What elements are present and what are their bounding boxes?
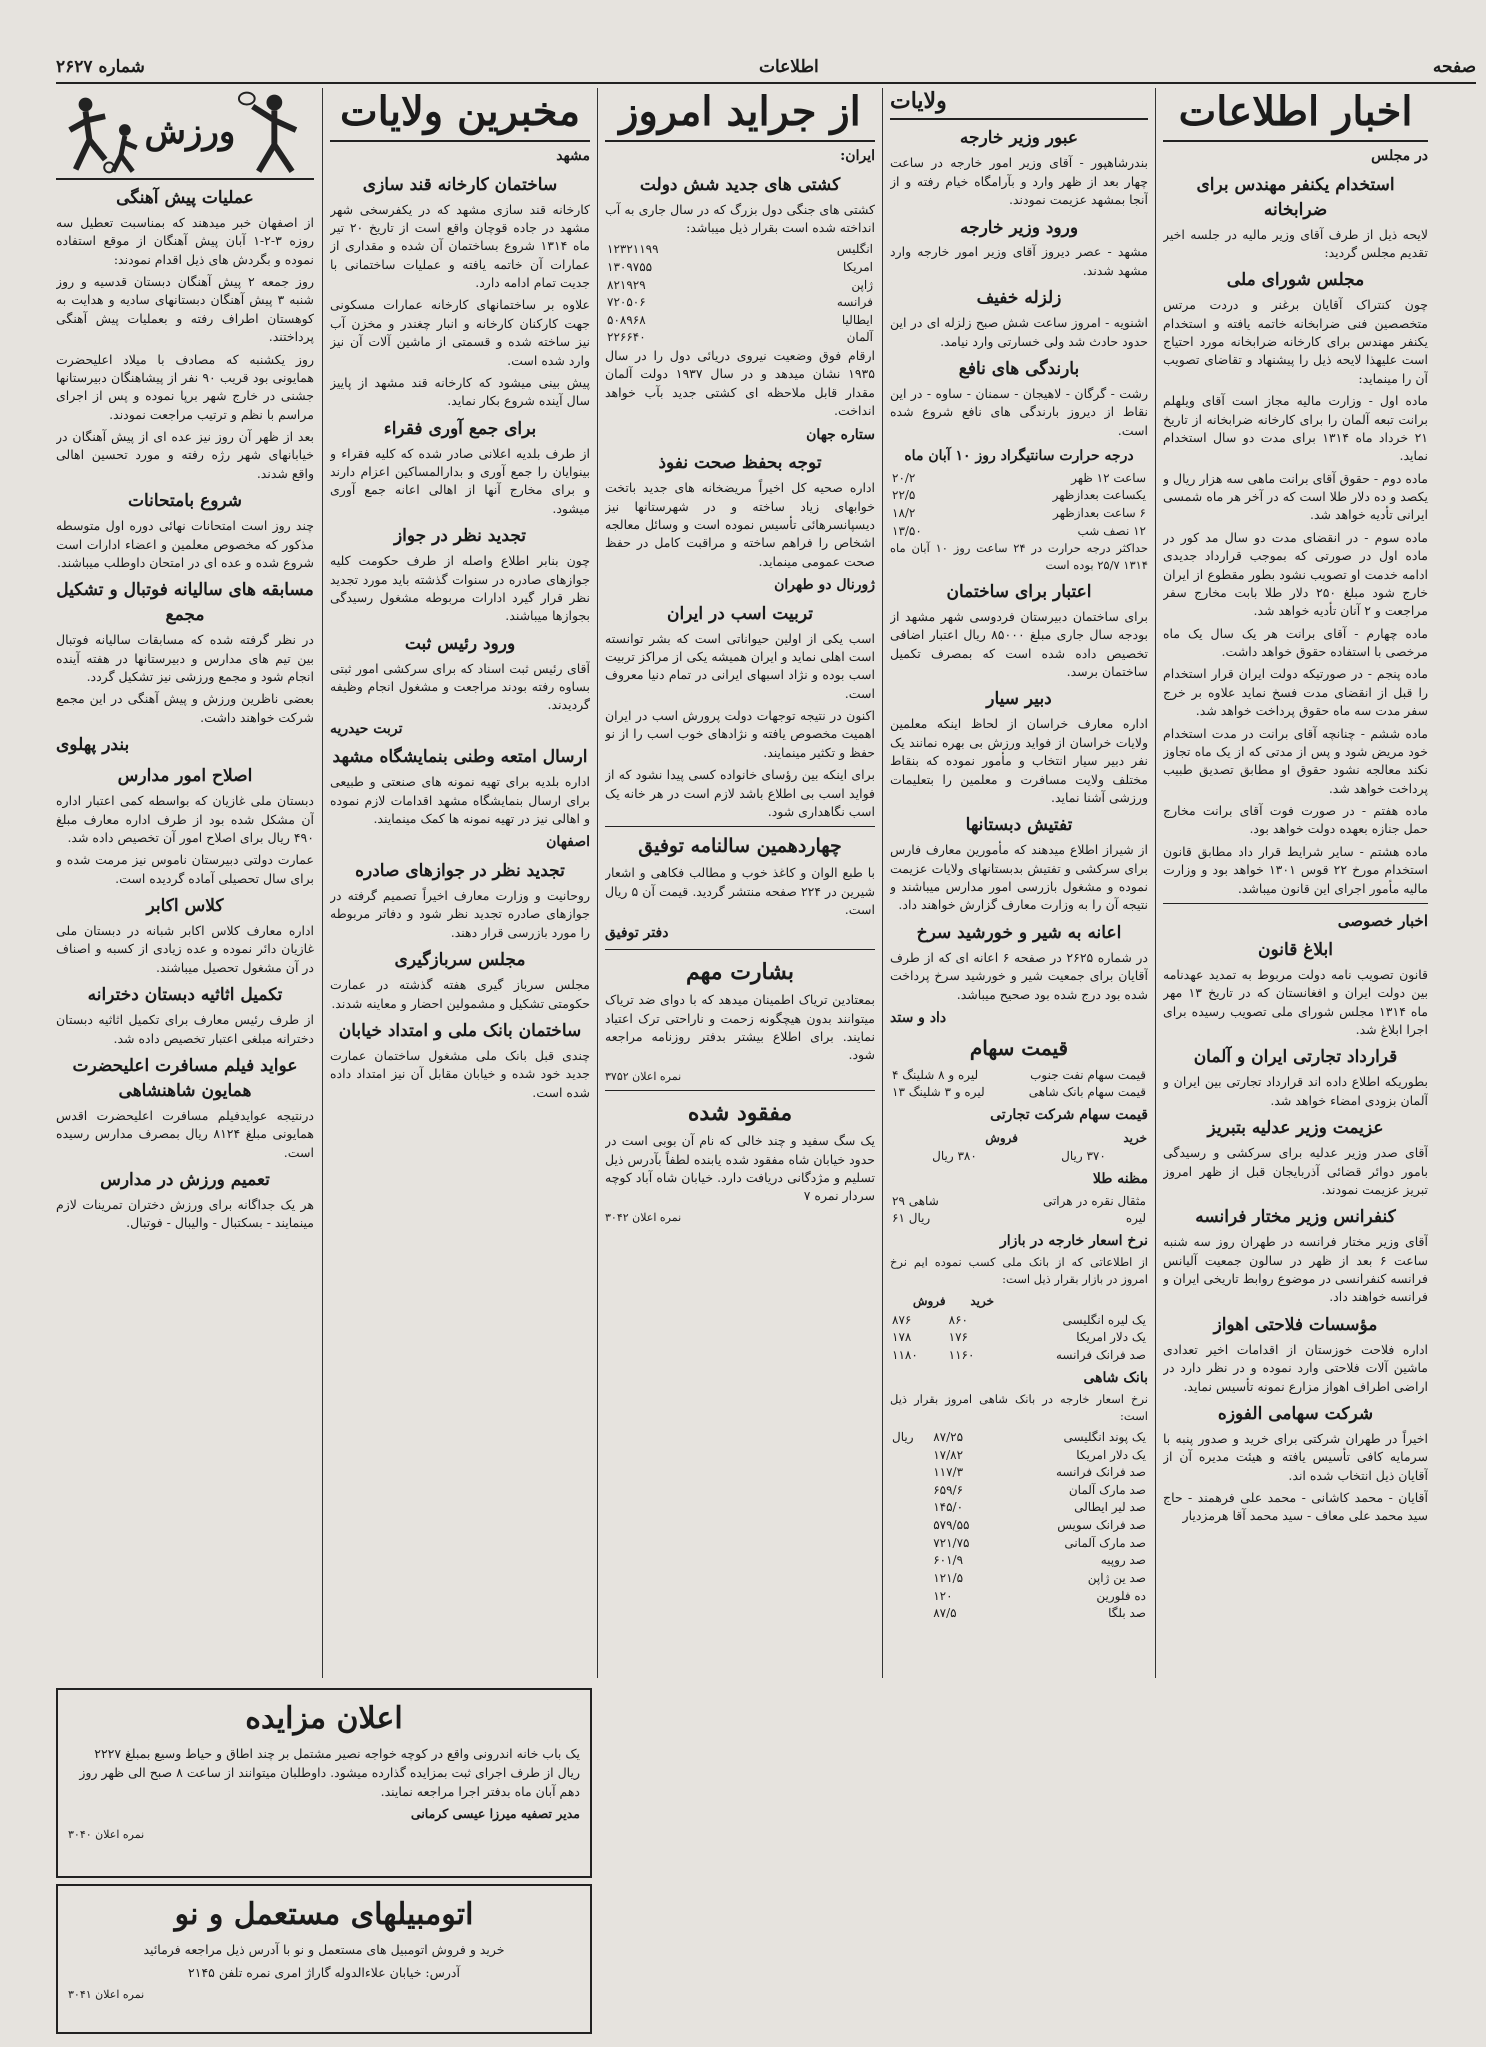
- table-row: [890, 1605, 1148, 1623]
- cell: یک لیره انگلیسی: [1062, 1312, 1146, 1327]
- paragraph: روحانیت و وزارت معارف اخیراً تصمیم گرفته در جوازهای صادره تجدید نظر شود و دفاتر مربوطه را مورد بازرسی قرار دهند.: [330, 888, 590, 940]
- cell: صد بلگا: [1108, 1606, 1146, 1621]
- cell: ۱۲۰: [933, 1588, 953, 1603]
- paragraph: برای اینکه بین رؤسای خانواده کسی پیدا نشود که از فواید اسب بی اطلاع باشد لازم است در هر خانه یک اسب نگاهداری شود.: [605, 767, 875, 819]
- table-row: [890, 1210, 1148, 1228]
- cell: صد ین ژاپن: [1087, 1570, 1146, 1585]
- headline: قرارداد تجارتی ایران و آلمان: [1193, 1047, 1398, 1068]
- table-row: [890, 1312, 1148, 1330]
- paragraph: بندرشاهپور - آقای وزیر امور خارجه در ساعت چهار بعد از ظهر وارد و بآرامگاه خیام رفته و از آنجا بمشهد عزیمت نمودند.: [890, 155, 1148, 208]
- cell: صد فرانک سویس: [1057, 1518, 1146, 1533]
- table-row: [605, 329, 875, 347]
- cell: ۱۱۸۰: [892, 1347, 918, 1362]
- table-row: [890, 1193, 1148, 1211]
- paragraph: اداره صحیه کل اخیراً مریضخانه های جدید باتخت خوابهای زیاد ساخته و در شهرستانها نیز دیسپانسرهائی تأسیس نموده است و وسائل معالجه اشخاص را فراهم ساخته و مراقبت کامل در حفظ صحت عمومی مینماید.: [605, 480, 875, 569]
- section-label: اخبار خصوصی: [1337, 911, 1428, 930]
- paragraph: نرخ اسعار خارجه در بانک شاهی امروز بقرار ذیل است:: [890, 1392, 1148, 1424]
- cell: یک دلار امریکا: [1076, 1447, 1146, 1462]
- headline: عملیات پیش آهنگی: [116, 188, 254, 208]
- paragraph: ماده هفتم - در صورت فوت آقای برانت مخارج حمل جنازه بعهده دولت خواهد بود.: [1163, 803, 1428, 837]
- cell: ۸۷/۵: [933, 1606, 957, 1621]
- cell: صد لیر ایطالی: [1074, 1500, 1146, 1515]
- cell: ده فلورین: [1096, 1588, 1146, 1603]
- paragraph: آقای رئیس ثبت اسناد که برای سرکشی امور ثبتی بساوه رفته بودند مراجعت و مشغول انجام وظیفه گردیدند.: [330, 660, 590, 713]
- cell: فرانسه: [836, 295, 873, 310]
- cell: صد روپیه: [1100, 1553, 1146, 1568]
- table-row: [890, 487, 1148, 505]
- section-label: اصفهان: [546, 834, 590, 851]
- cell: [890, 1499, 931, 1517]
- stock-table: [890, 1067, 1148, 1102]
- cell: [890, 1464, 931, 1482]
- cell: ۶ ساعت بعدازظهر: [1053, 505, 1146, 520]
- paragraph: چند روز است امتحانات نهائی دوره اول متوسطه مذکور که مخصوص معلمین و اعضاء ادارات است شروع شده و عده ای در امتحان داوطلب میباشند.: [56, 518, 314, 570]
- cell: ۸۶۰: [948, 1312, 968, 1327]
- paragraph: ماده هشتم - سایر شرایط قرار داد مطابق قانون استخدام مورخ ۲۲ قوس ۱۳۰۱ خواهد بود و وزارت مالیه مأمور اجرای این قانون میباشد.: [1163, 843, 1428, 896]
- paragraph: از اطلاعاتی که از بانک ملی کسب نموده ایم نرخ امروز در بازار بقرار ذیل است:: [890, 1255, 1148, 1287]
- col-header: فروش: [985, 1130, 1018, 1145]
- headline: زلزله خفیف: [976, 288, 1062, 309]
- cell: صد فرانک فرانسه: [1055, 1347, 1146, 1362]
- cell: ۷۲۰۵۰۶: [607, 295, 646, 310]
- paragraph: اکنون در نتیجه توجهات دولت پرورش اسب در ایران اهمیت مخصوص یافته و نژادهای خوب اسب را از نو حفظ و تکثیر مینمایند.: [605, 708, 875, 760]
- paragraph: روز یکشنبه که مصادف با میلاد اعلیحضرت همایونی بود قریب ۹۰ نفر از پیشاهنگان دبیرستانها جشنی در خارج شهر برپا نموده و پس از اجرای مراسم با نظم و ترتیب مراجعت نمودند.: [56, 351, 314, 422]
- cell: لیره: [1125, 1211, 1146, 1226]
- headline: ارسال امتعه وطنی بنمایشگاه مشهد: [332, 747, 588, 768]
- table-row: [605, 312, 875, 330]
- headline: عزیمت وزیر عدلیه بتبریز: [1207, 1118, 1384, 1139]
- paragraph: اشنویه - امروز ساعت شش صبح زلزله ای در این حدود حادث شد ولی خسارتی وارد نیامد.: [890, 315, 1148, 349]
- cell: ۲۲۶۶۴۰: [607, 330, 646, 345]
- table-row: [890, 1447, 1148, 1465]
- paragraph: چون بنابر اطلاع واصله از طرف حکومت کلیه جوازهای صادره در سنوات گذشته باید مورد تجدید نظر قرار گیرد ادارات مربوطه مشغول رسیدگی بجوازها میباشند.: [330, 553, 590, 624]
- paragraph: در نظر گرفته شده که مسابقات سالیانه فوتبال بین تیم های مدارس و دبیرستانها در هفته آینده انجام شود و مجمع ورزشی نیز تشکیل گردد.: [56, 632, 314, 685]
- cell: ۵۰۸۹۶۸: [607, 312, 646, 327]
- paragraph: چندی قبل بانک ملی مشغول ساختمان عمارت جدید خود شده و خیابان مقابل آن نیز امتداد داده شده است.: [330, 1047, 590, 1100]
- col-header: خرید: [1123, 1130, 1147, 1145]
- paragraph: چون کنتراک آقایان برغنر و دردت مرتس متخصصین فنی ضرابخانه خاتمه یافته و استخدام یکنفر مهندس برای کارخانه ضرابخانه مورد احتیاج است علیهذا لایحه ذیل را پیشنهاد و تقاضای تصویب آن را مینماید:: [1163, 297, 1428, 386]
- headline: مفقود شده: [687, 1099, 793, 1126]
- table-row: [890, 1347, 1148, 1365]
- col-header: خرید: [970, 1294, 995, 1309]
- headline: ساختمان بانک ملی و امتداد خیابان: [338, 1020, 582, 1041]
- paragraph: برای ساختمان دبیرستان فردوسی شهر مشهد از بودجه سال جاری مبلغ ۸۵۰۰۰ ریال اعتبار اضافی تخصیص داده شده است که بمصرف تکمیل ساختمان برسد.: [890, 608, 1148, 680]
- paragraph: از اصفهان خبر میدهند که بمناسبت تعطیل سه روزه ۳-۲-۱ آبان پیش آهنگان از موقع استفاده نموده و بگردش های ذیل اقدام نمودند:: [56, 214, 314, 267]
- divider: [605, 949, 875, 950]
- section-label: بندر پهلوی: [56, 735, 130, 756]
- cell: ۳۸۰ ریال: [932, 1149, 977, 1164]
- column-title: اخبار اطلاعات: [1163, 88, 1428, 142]
- bank-table: [890, 1429, 1148, 1623]
- cell: [890, 1605, 931, 1623]
- column-title: مخبرین ولایات: [330, 88, 590, 142]
- cell: قیمت سهام بانک شاهی: [1028, 1085, 1146, 1100]
- cell: ۱۸/۲: [892, 505, 916, 520]
- cell: ۲۹ شاهی: [892, 1193, 939, 1208]
- ad-number: نمره اعلان ۳۰۴۲: [605, 1210, 682, 1224]
- cell: ۱۳/۵۰: [892, 523, 922, 538]
- cell: [890, 1517, 931, 1535]
- headline: کنفرانس وزیر مختار فرانسه: [1195, 1207, 1396, 1228]
- cell: ۱۲ نصف شب: [1077, 523, 1146, 538]
- sports-title: ورزش: [144, 112, 236, 153]
- cell: [890, 1482, 931, 1500]
- headline: عواید فیلم مسافرت اعلیحضرت همایون شاهنشاهی: [72, 1055, 298, 1101]
- headline: شروع بامتحانات: [127, 491, 243, 512]
- paragraph: از شیراز اطلاع میدهند که مأمورین معارف فارس برای سرکشی و تفتیش بدبستانهای ولایات عزیمت نموده و مشغول بازرسی امور مدارس میباشند و نتیجه آن را به وزارت معارف گزارش خواهند داد.: [890, 842, 1148, 913]
- paragraph: در شماره ۲۶۲۵ در صفحه ۶ اعانه ای که از طرف آقایان برای جمعیت شیر و خورشید سرخ پرداخت شده بود درج شده بود صحیح میباشد.: [890, 949, 1148, 1002]
- section-label: داد و ستد: [890, 1009, 947, 1026]
- col-header: فروش: [912, 1294, 946, 1309]
- paragraph: از طرف رئیس معارف برای تکمیل اثاثیه دبستان دخترانه مبلغی اعتبار تخصیص داده شد.: [56, 1012, 314, 1046]
- cell: ۴ لیره و ۸ شلینگ: [892, 1067, 979, 1082]
- headline: کشتی های جدید شش دولت: [639, 174, 841, 195]
- column-news-majlis: [1163, 88, 1428, 2038]
- cell: صد مارک آلمان: [1068, 1482, 1146, 1497]
- headline: مظنه طلا: [1092, 1170, 1148, 1187]
- cell: یکساعت بعدازظهر: [1052, 488, 1146, 503]
- masthead: [56, 52, 1476, 84]
- paragraph: اداره بلدیه برای تهیه نمونه های صنعتی و طبیعی برای ارسال بنمایشگاه مشهد اقدامات لازم نموده و اهالی نیز در تهیه نمونه ها کمک مینمایند.: [330, 774, 590, 827]
- cell: ۷۲۱/۷۵: [933, 1535, 970, 1550]
- cell: ۸۲۱۹۲۹: [607, 277, 646, 292]
- cell: ۱۷/۸۲: [933, 1447, 964, 1462]
- table-row: [890, 1482, 1148, 1500]
- ad-number: نمره اعلان ۳۰۴۰: [68, 1828, 145, 1841]
- paragraph: مشهد - عصر دیروز آقای وزیر امور خارجه وارد مشهد شدند.: [890, 244, 1148, 278]
- headline: ورود رئیس ثبت: [404, 633, 516, 654]
- cell: [890, 1552, 931, 1570]
- cell: ۵۷۹/۵۵: [933, 1518, 970, 1533]
- paragraph: روز جمعه ۲ پیش آهنگان دبستان قدسیه و روز شنبه ۳ پیش آهنگان دبستانهای سادیه و هدایت به کوهستان اطراف رفته و بعملیات پیش آهنگی پرداختند.: [56, 274, 314, 345]
- paragraph: اداره معارف خراسان از لحاظ اینکه معلمین ولایات خراسان از فواید ورزش بی بهره نمانند یک نفر دبیر سیار انتخاب و مأمور نموده که بنقاط مختلف ولایت مسافرت و معلمین را بتعلیمات ورزشی آشنا نماید.: [890, 716, 1148, 805]
- fx-table: [890, 1292, 1148, 1365]
- cell: صد مارک آلمانی: [1064, 1535, 1146, 1550]
- table-row: [605, 277, 875, 295]
- table-row: [890, 1329, 1148, 1347]
- trade-table: [890, 1129, 1148, 1166]
- paragraph: مجلس سرباز گیری هفته گذشته در عمارت حکومتی تشکیل و مشمولین احضار و معاینه شدند.: [330, 977, 590, 1011]
- column-correspondents: [330, 88, 590, 1678]
- table-row: [605, 294, 875, 312]
- cell: ژاپن: [851, 277, 873, 292]
- page-label: صفحه: [1432, 57, 1476, 77]
- cell: ایطالیا: [841, 312, 873, 327]
- cell: مثقال نقره در هراتی: [1042, 1193, 1146, 1208]
- paragraph: بطوریکه اطلاع داده اند قرارداد تجارتی بین ایران و آلمان بزودی امضاء خواهد شد.: [1163, 1074, 1428, 1108]
- cell: ۱۷۸: [892, 1330, 912, 1345]
- headline: بشارت مهم: [685, 958, 794, 985]
- paragraph: اخیراً در طهران شرکتی برای خرید و صدور پنبه با سرمایه کافی تأسیس یافته و هیئت مدیره آن از آقایان ذیل انتخاب شده اند.: [1163, 1430, 1428, 1483]
- ad-body: یک باب خانه اندرونی واقع در کوچه خواجه نصیر مشتمل بر چند اطاق و حیاط وسیع بمبلغ ۲۲۲۷ ریال از طرف اجرای ثبت بمزایده گذارده میشود. داوطلبان میتوانند از ساعت ۸ صبح الی ظهر روز دهم آبان ماه بدفتر اجرا مراجعه نمایند.: [79, 1746, 580, 1799]
- paragraph: علاوه بر ساختمانهای کارخانه عمارات مسکونی جهت کارکنان کارخانه و انبار چغندر و مخزن آب نیز ساخته شده و قسمتی از ماشین آلات آن نیز وارد شده است.: [330, 297, 590, 368]
- column-press-review: [605, 88, 875, 2038]
- column-title: از جراید امروز: [605, 88, 875, 142]
- paragraph: آقای وزیر مختار فرانسه در طهران روز سه شنبه ساعت ۶ بعد از ظهر در سالون جمعیت آلیانس فرانسه کنفرانسی در موضوع روابط تاریخی ایران و فرانسه خواهند داد.: [1163, 1234, 1428, 1305]
- headline: تجدید نظر در جوازهای صادره: [355, 861, 565, 882]
- column-rule: [322, 88, 323, 1678]
- headline: ساختمان کارخانه قند سازی: [362, 174, 558, 195]
- paragraph: اسب یکی از اولین حیواناتی است که بشر توانسته است اهلی نماید و ایران همیشه یکی از مراکز تربیت اسب بوده و نژاد اسبهای ایرانی در تمام دنیا معروف است.: [605, 630, 875, 701]
- headline: تعمیم ورزش در مدارس: [100, 1169, 270, 1190]
- headline: اعانه به شیر و خورشید سرخ: [916, 922, 1122, 943]
- headline: تفتیش دبستانها: [965, 815, 1073, 836]
- ad-number: نمره اعلان ۳۰۴۱: [68, 1987, 145, 2001]
- table-row: [890, 1067, 1148, 1085]
- headline: مؤسسات فلاحتی اهواز: [1213, 1314, 1378, 1335]
- headline: تربیت اسب در ایران: [667, 603, 813, 624]
- ad-address: آدرس: خیابان علاءالدوله گاراژ امری نمره تلفن ۲۱۴۵: [188, 1964, 460, 1980]
- ad-signature: مدیر تصفیه میرزا عیسی کرمانی: [410, 1806, 580, 1822]
- paragraph: دبستان ملی غازیان که بواسطه کمی اعتبار اداره آن مشکل شده بود از طرف اداره معارف مبلغ ۴۹۰ ریال برای اصلاح امور آن تخصیص داده شد.: [56, 793, 314, 845]
- headline: استخدام یکنفر مهندس برای ضرابخانه: [1196, 174, 1395, 220]
- cell: ساعت ۱۲ ظهر: [1071, 470, 1146, 485]
- sports-banner: [56, 88, 314, 180]
- cell: یک پوند انگلیسی: [1063, 1429, 1146, 1444]
- cell: ۶۱ ریال: [892, 1211, 931, 1226]
- ad-title: اعلان مزایده: [245, 1701, 403, 1736]
- headline: چهاردهمین سالنامه توفیق: [638, 835, 842, 858]
- paragraph: ماده اول - وزارت مالیه مجاز است آقای ویلهلم برانت تبعه آلمان را برای کارخانه ضرابخانه از تاریخ ۲۱ خرداد ماه ۱۳۱۴ برای مدت دو سال استخدام نماید.: [1163, 393, 1428, 464]
- divider: [605, 826, 875, 827]
- headline: ابلاغ قانون: [1258, 939, 1333, 960]
- cell: ۱۲۱/۵: [933, 1570, 964, 1585]
- section-label: ایران:: [840, 148, 875, 164]
- cell: آلمان: [846, 330, 873, 345]
- table-row: [890, 1464, 1148, 1482]
- column-rule: [882, 88, 883, 1678]
- ad-body: خرید و فروش اتومبیل های مستعمل و نو با آدرس ذیل مراجعه فرمائید: [143, 1942, 505, 1957]
- cell: قیمت سهام نفت جنوب: [1030, 1067, 1146, 1082]
- tennis-player-icon: [235, 90, 314, 176]
- paragraph: پیش بینی میشود که کارخانه قند مشهد از پاییز سال آینده شروع بکار نماید.: [330, 374, 590, 409]
- column-title: ولایات: [890, 88, 1148, 120]
- headline: قیمت سهام: [969, 1036, 1069, 1061]
- headline: تکمیل اثاثیه دبستان دخترانه: [87, 985, 283, 1006]
- cell: [890, 1588, 931, 1606]
- paragraph: ماده پنجم - در صورتیکه دولت ایران قرار استخدام را قبل از انقضای مدت فسخ نماید علاوه بر خرج سفر مدت سه ماه حقوق پرداخت خواهد شد.: [1163, 666, 1428, 719]
- section-label: ستاره جهان: [806, 426, 875, 443]
- paragraph: اداره معارف کلاس اکابر شبانه در دبستان ملی غازیان دائر نموده و عده زیادی از کسبه و اصناف در آن مشغول تحصیل میباشند.: [56, 923, 314, 975]
- headline: اصلاح امور مدارس: [117, 766, 253, 787]
- paragraph: حداکثر درجه حرارت در ۲۴ ساعت روز ۱۰ آبان ماه ۱۳۱۴ ۲۵/۷ بوده است: [890, 541, 1148, 573]
- paragraph: بعضی ناظرین ورزش و پیش آهنگی در این مجمع شرکت خواهند داشت.: [56, 691, 314, 725]
- headline: بانک شاهی: [1083, 1369, 1148, 1386]
- cars-ad: [56, 1884, 592, 2034]
- temperature-table: [890, 470, 1148, 541]
- cell: [890, 1535, 931, 1553]
- paragraph: بعد از ظهر آن روز نیز عده ای از پیش آهنگان در خیابانهای شهر رژه رفته و مورد تحسین اهالی واقع شدند.: [56, 429, 314, 481]
- table-row: [890, 1588, 1148, 1606]
- paragraph: هر یک جداگانه برای ورزش دختران تمرینات لازم مینمایند - بسکتبال - والیبال - فوتبال.: [56, 1196, 314, 1231]
- table-row: [890, 1429, 1148, 1447]
- paragraph: ماده سوم - در انقضای مدت دو سال مد کور در ماده اول در صورتی که بموجب قرارداد جدیدی ادامه خدمت او تصویب نشود بطور مقطوع از ایران خارج شود مبلغ ۲۵۰ دلار طلا بابت مخارج سفر مراجعت و ۲ آنان تأدیه خواهد شد.: [1163, 529, 1428, 619]
- headline: توجه بحفظ صحت نفوذ: [658, 453, 822, 474]
- headline: بارندگی های نافع: [958, 358, 1080, 379]
- cell: ۱۲۳۲۱۱۹۹: [607, 242, 659, 257]
- cell: [890, 1570, 931, 1588]
- paragraph: آقای صدر وزیر عدلیه برای سرکشی و رسیدگی بامور دوائر قضائی آذربایجان قبل از ظهر امروز تبریز عزیمت نمودند.: [1163, 1145, 1428, 1197]
- signature: دفتر توفیق: [605, 925, 669, 942]
- column-rule: [597, 88, 598, 1678]
- football-players-icon: [56, 90, 145, 176]
- headline: شرکت سهامی الفوزه: [1217, 1403, 1374, 1424]
- section-label: تربت حیدریه: [330, 720, 403, 737]
- cell: ۲۰/۲: [892, 470, 916, 485]
- ad-title: اتومبیلهای مستعمل و نو: [174, 1897, 474, 1932]
- paragraph: اداره فلاحت خوزستان از اقدامات اخیر تعدادی ماشین آلات فلاحتی وارد نموده و در نظر دارد در اراضی اطراف اهواز مزارع نمونه تأسیس نماید.: [1163, 1341, 1428, 1394]
- cell: صد فرانک فرانسه: [1055, 1465, 1146, 1480]
- ad-number: نمره اعلان ۳۷۵۲: [605, 1069, 682, 1083]
- headline: قیمت سهام شرکت تجارتی: [990, 1107, 1148, 1124]
- table-row: [890, 470, 1148, 488]
- table-row: [890, 1570, 1148, 1588]
- paragraph: ماده ششم - چنانچه آقای برانت در مدت استخدام خود مریض شود و پس از مدتی که از یک ماه تجاوز نکند معالجه نشود حقوق او مطابق تصدیق طبیب پرداخت خواهد شد.: [1163, 725, 1428, 796]
- cell: ۱۱۷/۳: [933, 1465, 964, 1480]
- paragraph: قانون تصویب نامه دولت مربوط به تمدید عهدنامه بین دولت ایران و افغانستان که در تاریخ ۱۳ مهر ماه ۱۳۱۴ مجلس شورای ملی تصویب رسیده برای اجرا ابلاغ شد.: [1163, 966, 1428, 1038]
- paragraph: کارخانه قند سازی مشهد که در یکفرسخی شهر مشهد در جاده قوچان واقع است از تاریخ ۲۰ تیر ماه ۱۳۱۴ شروع بساختمان آن شده و مقداری از عمارات آن خاتمه یافته و عملیات ساختمانی با جدیت تمام ادامه دارد.: [330, 201, 590, 291]
- table-row: [890, 1084, 1148, 1102]
- paragraph: یک سگ سفید و چند خالی که نام آن بوبی است در حدود خیابان شاه مفقود شده یابنده لطفاً بآدرس ذیل تسلیم و مژدگانی دریافت دارد. خیابان شاه آباد کوچه سردار نمره ۷: [605, 1133, 875, 1204]
- cell: ۱۳ لیره و ۳ شلینگ: [892, 1085, 985, 1100]
- cell: امریکا: [842, 259, 873, 274]
- headline: مسابقه های سالیانه فوتبال و تشکیل مجمع: [56, 580, 314, 626]
- cell: [890, 1447, 931, 1465]
- ships-table: [605, 241, 875, 347]
- section-label: مشهد: [556, 148, 590, 164]
- table-row: [890, 505, 1148, 523]
- table-row: [890, 1535, 1148, 1553]
- cell: ۱۳۰۹۷۵۵: [607, 259, 653, 274]
- cell: انگلیس: [836, 242, 873, 257]
- paragraph: ارقام فوق وضعیت نیروی دریائی دول را در سال ۱۹۳۵ نشان میدهد و در سال ۱۹۳۷ دولت آلمان مقدار قابل ملاحظه ای کشتی جدید بآب خواهد انداخت.: [605, 348, 875, 419]
- auction-ad: [56, 1688, 592, 1878]
- cell: ۳۷۰ ریال: [1061, 1149, 1106, 1164]
- paragraph: درنتیجه عوایدفیلم مسافرت اعلیحضرت اقدس همایونی مبلغ ۸۱۲۴ ریال بمصرف مدارس رسیده است.: [56, 1107, 314, 1160]
- headline: تجدید نظر در جواز: [393, 526, 527, 547]
- table-row: [890, 1517, 1148, 1535]
- headline: اعتبار برای ساختمان: [946, 581, 1092, 602]
- cell: ۸۷/۲۵: [933, 1429, 964, 1444]
- paragraph: عمارت دولتی دبیرستان ناموس نیز مرمت شده و برای سال تحصیلی آماده گردیده است.: [56, 852, 314, 886]
- headline: مجلس سربازگیری: [394, 950, 526, 971]
- headline: نرخ اسعار خارجه در بازار: [1000, 1232, 1148, 1249]
- paragraph: رشت - گرگان - لاهیجان - سمنان - ساوه - در این نقاط از دیروز بارندگی های نافع شروع شده است.: [890, 385, 1148, 438]
- cell: ریال: [892, 1429, 914, 1444]
- column-sports: [56, 88, 314, 1678]
- cell: ۶۰۱/۹: [933, 1553, 964, 1568]
- headline: درجه حرارت سانتیگراد روز ۱۰ آبان ماه: [904, 448, 1134, 465]
- column-rule: [1155, 88, 1156, 1678]
- cell: ۲۲/۵: [892, 488, 916, 503]
- gold-table: [890, 1193, 1148, 1228]
- table-row: [890, 1552, 1148, 1570]
- paragraph: ماده دوم - حقوق آقای برانت ماهی سه هزار ریال و یکصد و ده دلار طلا است که در آخر هر ماه شمسی ایرانی تأدیه خواهد شد.: [1163, 470, 1428, 523]
- table-row: [890, 1499, 1148, 1517]
- column-provinces: [890, 88, 1148, 2038]
- headline: مجلس شورای ملی: [1226, 270, 1365, 291]
- section-label: در مجلس: [1371, 148, 1428, 164]
- cell: ۱۴۵/۰: [933, 1500, 964, 1515]
- headline: عبور وزیر خارجه: [959, 128, 1079, 149]
- paragraph: لایحه ذیل از طرف آقای وزیر مالیه در جلسه اخیر تقدیم مجلس گردید:: [1163, 226, 1428, 260]
- cell: ۸۷۶: [892, 1312, 912, 1327]
- cell: ۶۵۹/۶: [933, 1482, 964, 1497]
- paper-name: اطلاعات: [758, 57, 819, 77]
- headline: ورود وزیر خارجه: [959, 217, 1079, 238]
- table-row: [605, 259, 875, 277]
- divider: [605, 1090, 875, 1091]
- paragraph: ماده چهارم - آقای برانت هر یک سال یک ماه مرخصی با استفاده حقوق خواهد داشت.: [1163, 625, 1428, 660]
- table-row: [890, 523, 1148, 541]
- paragraph: کشتی های جنگی دول بزرگ که در سال جاری به آب انداخته شده است بقرار ذیل میباشد:: [605, 201, 875, 235]
- paragraph: بمعتادین تریاک اطمینان میدهد که با دوای ضد تریاک میتوانند بدون هیچگونه زحمت و ناراحتی ترک اعتیاد نمایند. برای اطلاع بیشتر بدفتر روزنامه مراجعه شود.: [605, 992, 875, 1063]
- paragraph: از طرف بلدیه اعلانی صادر شده که کلیه فقراء و بینوایان را جمع آوری و بدارالمساکین اعزام دارند و برای مخارج آنها از اهالی اعانه جمع آوری میشود.: [330, 445, 590, 516]
- issue-number: شماره ۲۶۲۷: [56, 57, 145, 77]
- cell: یک دلار امریکا: [1076, 1330, 1146, 1345]
- divider: [1163, 903, 1428, 904]
- headline: برای جمع آوری فقراء: [383, 418, 537, 439]
- paragraph: آقایان - محمد کاشانی - محمد علی فرهمند - حاج سید محمد علی معاف - سید محمد آقا هرمزدیار: [1163, 1489, 1428, 1524]
- cell: ۱۷۶: [948, 1330, 968, 1345]
- table-row: [605, 241, 875, 259]
- headline: دبیر سیار: [986, 689, 1052, 710]
- section-label: ژورنال دو طهران: [774, 577, 875, 593]
- cell: ۱۱۶۰: [948, 1347, 975, 1362]
- paragraph: با طبع الوان و کاغذ خوب و مطالب فکاهی و اشعار شیرین در ۲۲۴ صفحه منتشر گردید. قیمت آن ۵ ریال است.: [605, 865, 875, 917]
- headline: کلاس اکابر: [146, 896, 224, 917]
